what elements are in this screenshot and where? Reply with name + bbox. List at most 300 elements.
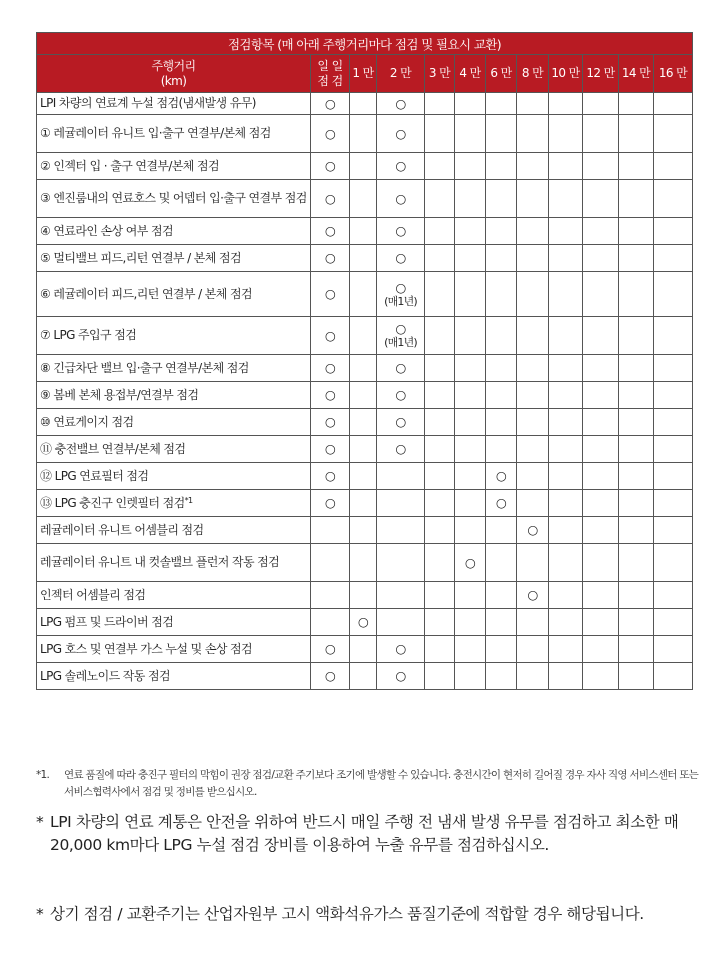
schedule-cell <box>455 382 486 409</box>
table-row <box>37 463 693 490</box>
inspection-item-text: ⑬ LPG 충진구 인렛필터 점검 <box>40 495 185 510</box>
col-header-label: 14 만 <box>621 66 651 80</box>
schedule-cell <box>377 115 425 153</box>
schedule-cell <box>377 245 425 272</box>
schedule-cell <box>350 582 377 609</box>
schedule-cell <box>455 153 486 180</box>
inspection-item-text: ⑥ 레귤레이터 피드,리턴 연결부 / 본체 점검 <box>40 286 252 301</box>
schedule-cell <box>619 582 654 609</box>
schedule-cell <box>654 436 693 463</box>
schedule-cell <box>455 663 486 690</box>
col-header <box>455 55 486 93</box>
table-row <box>37 382 693 409</box>
footnote-ref: *1 <box>184 495 193 505</box>
schedule-cell <box>486 115 517 153</box>
interval-note: (매1년) <box>384 336 417 349</box>
schedule-cell <box>486 272 517 317</box>
col-header-label: 2 만 <box>389 66 412 80</box>
col-header <box>619 55 654 93</box>
check-mark-icon: ○ <box>324 468 336 483</box>
schedule-cell <box>486 609 517 636</box>
schedule-cell <box>350 382 377 409</box>
check-mark-icon: ○ <box>324 414 336 429</box>
schedule-cell <box>350 544 377 582</box>
schedule-cell <box>583 463 619 490</box>
col-header-label: 6 만 <box>490 66 512 80</box>
schedule-cell <box>311 355 350 382</box>
inspection-item-text: ④ 연료라인 손상 여부 점검 <box>40 223 173 238</box>
schedule-cell <box>583 153 619 180</box>
check-mark-icon: ○ <box>395 125 406 141</box>
schedule-cell <box>350 636 377 663</box>
col-header-label: 10 만 <box>551 66 580 80</box>
col-header <box>350 55 377 93</box>
table-row <box>37 490 693 517</box>
schedule-cell <box>517 272 549 317</box>
schedule-cell <box>583 436 619 463</box>
schedule-cell <box>486 382 517 409</box>
schedule-cell <box>455 409 486 436</box>
schedule-cell <box>583 582 619 609</box>
schedule-cell <box>549 582 583 609</box>
schedule-cell <box>654 180 693 218</box>
schedule-cell <box>517 93 549 115</box>
schedule-cell <box>311 245 350 272</box>
inspection-item-text: ⑨ 봄베 본체 용접부/연결부 점검 <box>40 387 199 402</box>
schedule-cell <box>583 382 619 409</box>
footnote-text: 연료 품질에 따라 충진구 필터의 막힘이 권장 점검/교환 주기보다 조기에 발생할 수 있습니다. 충전시간이 현저히 길어질 경우 자사 직영 서비스센터 또는 서비스협력사에서 점검 및 정비를 받으십시오. <box>64 769 699 798</box>
note-text: LPI 차량의 연료 계통은 안전을 위하여 반드시 매일 주행 전 냄새 발생 유무를 점검하고 최소한 매 20,000 km마다 LPG 누설 점검 장비를 이용하여 누출 유무를 점검하십시오. <box>50 813 679 854</box>
schedule-cell <box>377 153 425 180</box>
schedule-cell <box>425 382 455 409</box>
schedule-cell <box>425 272 455 317</box>
schedule-cell <box>486 463 517 490</box>
column-header-row <box>37 55 693 93</box>
schedule-cell <box>377 463 425 490</box>
note-lpi-leak-check <box>36 811 700 857</box>
schedule-cell <box>311 436 350 463</box>
check-mark-icon: ○ <box>395 414 406 429</box>
schedule-cell <box>455 272 486 317</box>
schedule-cell <box>619 272 654 317</box>
inspection-item-label <box>37 93 311 115</box>
inspection-item-text: LPG 솔레노이드 작동 점검 <box>40 668 170 683</box>
check-mark-icon: ○ <box>395 387 406 402</box>
inspection-item-label <box>37 272 311 317</box>
check-mark-icon: ○ <box>527 522 538 537</box>
schedule-cell <box>311 153 350 180</box>
schedule-cell <box>377 317 425 355</box>
schedule-cell <box>311 636 350 663</box>
inspection-item-label <box>37 180 311 218</box>
schedule-cell <box>619 663 654 690</box>
schedule-cell <box>455 115 486 153</box>
schedule-cell <box>654 609 693 636</box>
check-mark-icon: ○ <box>395 223 406 238</box>
schedule-cell <box>350 490 377 517</box>
table-row <box>37 636 693 663</box>
col-header-label: 8 만 <box>521 66 544 80</box>
schedule-cell <box>517 609 549 636</box>
schedule-cell <box>486 544 517 582</box>
col-header <box>654 55 693 93</box>
schedule-cell <box>377 409 425 436</box>
schedule-cell <box>311 663 350 690</box>
schedule-cell <box>350 218 377 245</box>
schedule-cell <box>486 409 517 436</box>
check-mark-icon: ○ <box>324 125 336 141</box>
schedule-cell <box>486 317 517 355</box>
schedule-cell <box>654 272 693 317</box>
schedule-cell <box>583 272 619 317</box>
schedule-cell <box>517 409 549 436</box>
schedule-cell <box>583 355 619 382</box>
col-header-label: 4 만 <box>459 66 481 80</box>
check-mark-icon: ○ <box>395 441 406 456</box>
inspection-item-label <box>37 517 311 544</box>
schedule-cell <box>425 544 455 582</box>
schedule-cell <box>425 636 455 663</box>
schedule-cell <box>350 436 377 463</box>
check-mark-icon: ○ <box>495 468 507 483</box>
schedule-cell <box>377 218 425 245</box>
schedule-cell <box>486 355 517 382</box>
schedule-cell <box>350 245 377 272</box>
check-mark-icon: ○ <box>324 327 336 343</box>
check-mark-icon: ○ <box>395 250 406 265</box>
schedule-cell <box>517 153 549 180</box>
inspection-item-label <box>37 409 311 436</box>
schedule-cell <box>549 463 583 490</box>
schedule-cell <box>549 218 583 245</box>
inspection-item-text: ① 레귤레이터 유니트 입·출구 연결부/본체 점검 <box>40 126 271 140</box>
check-mark-icon: ○ <box>324 223 336 238</box>
schedule-cell <box>619 409 654 436</box>
schedule-cell <box>350 355 377 382</box>
schedule-cell <box>486 636 517 663</box>
schedule-cell <box>455 582 486 609</box>
schedule-cell <box>425 463 455 490</box>
check-mark-icon: ○ <box>495 495 507 510</box>
schedule-cell <box>350 153 377 180</box>
col-header-label: 일 일 점 검 <box>317 58 343 88</box>
schedule-cell <box>455 180 486 218</box>
schedule-cell <box>619 517 654 544</box>
schedule-cell <box>311 582 350 609</box>
distance-header <box>37 55 311 93</box>
col-header <box>311 55 350 93</box>
col-header-label: 3 만 <box>428 66 451 80</box>
schedule-cell <box>455 218 486 245</box>
schedule-cell <box>583 93 619 115</box>
schedule-cell <box>311 180 350 218</box>
col-header <box>549 55 583 93</box>
schedule-cell <box>350 115 377 153</box>
schedule-cell <box>654 218 693 245</box>
schedule-cell <box>654 115 693 153</box>
schedule-cell <box>311 409 350 436</box>
schedule-cell <box>549 409 583 436</box>
schedule-cell <box>517 115 549 153</box>
col-header <box>517 55 549 93</box>
check-mark-icon: ○ <box>395 668 406 683</box>
check-mark-icon: ○ <box>324 441 336 456</box>
inspection-item-label <box>37 544 311 582</box>
schedule-cell <box>549 663 583 690</box>
schedule-cell <box>619 636 654 663</box>
schedule-cell <box>549 245 583 272</box>
check-mark-icon: ○ <box>357 614 369 629</box>
schedule-cell <box>311 382 350 409</box>
schedule-cell <box>455 517 486 544</box>
col-header <box>486 55 517 93</box>
col-header <box>377 55 425 93</box>
schedule-cell <box>619 180 654 218</box>
schedule-cell <box>377 436 425 463</box>
schedule-cell <box>311 490 350 517</box>
table-row <box>37 355 693 382</box>
check-mark-icon: ○ <box>324 360 336 375</box>
schedule-cell <box>654 517 693 544</box>
schedule-cell <box>654 409 693 436</box>
table-row <box>37 245 693 272</box>
schedule-cell <box>583 517 619 544</box>
table-row <box>37 272 693 317</box>
schedule-cell <box>517 317 549 355</box>
schedule-cell <box>549 517 583 544</box>
schedule-cell <box>350 609 377 636</box>
check-mark-icon: ○ <box>324 668 336 683</box>
inspection-item-text: LPI 차량의 연료계 누설 점검(냄새발생 유무) <box>40 96 256 110</box>
schedule-cell <box>619 153 654 180</box>
schedule-cell <box>455 436 486 463</box>
schedule-cell <box>517 663 549 690</box>
table-row <box>37 218 693 245</box>
schedule-cell <box>350 463 377 490</box>
schedule-cell <box>654 93 693 115</box>
inspection-item-text: LPG 호스 및 연결부 가스 누설 및 손상 점검 <box>40 641 253 656</box>
schedule-cell <box>425 317 455 355</box>
check-mark-icon: ○ <box>324 95 336 111</box>
schedule-cell <box>654 317 693 355</box>
schedule-cell <box>425 663 455 690</box>
check-mark-icon: ○ <box>395 158 406 173</box>
inspection-item-label <box>37 245 311 272</box>
table-title: 점검항목 (매 아래 주행거리마다 점검 및 필요시 교환) <box>37 33 693 55</box>
table-row <box>37 153 693 180</box>
schedule-cell <box>311 609 350 636</box>
check-mark-icon: ○ <box>464 554 476 570</box>
schedule-cell <box>377 636 425 663</box>
check-mark-icon: ○ <box>395 190 406 206</box>
schedule-cell <box>486 93 517 115</box>
schedule-cell <box>517 490 549 517</box>
check-mark-icon: ○ <box>395 641 406 656</box>
schedule-cell <box>549 93 583 115</box>
schedule-cell <box>350 517 377 544</box>
schedule-cell <box>377 93 425 115</box>
schedule-cell <box>377 582 425 609</box>
schedule-cell <box>583 609 619 636</box>
inspection-item-text: ⑧ 긴급차단 밸브 입·출구 연결부/본체 점검 <box>40 360 249 375</box>
inspection-item-text: ⑫ LPG 연료필터 점검 <box>40 468 149 483</box>
schedule-cell <box>311 93 350 115</box>
schedule-cell <box>654 663 693 690</box>
schedule-cell <box>583 490 619 517</box>
note-text: 상기 점검 / 교환주기는 산업자원부 고시 액화석유가스 품질기준에 적합할 경우 해당됩니다. <box>50 905 644 923</box>
table-row <box>37 517 693 544</box>
schedule-cell <box>486 218 517 245</box>
inspection-item-text: ⑩ 연료게이지 점검 <box>40 414 134 429</box>
schedule-cell <box>486 436 517 463</box>
schedule-cell <box>486 245 517 272</box>
inspection-item-text: ③ 엔진룸내의 연료호스 및 어뎁터 입·출구 연결부 점검 <box>40 191 307 205</box>
schedule-cell <box>455 463 486 490</box>
schedule-cell <box>654 245 693 272</box>
check-mark-icon: ○ <box>324 495 336 510</box>
schedule-cell <box>311 463 350 490</box>
schedule-cell <box>583 218 619 245</box>
check-mark-icon: ○ <box>324 387 336 402</box>
check-mark-icon: ○ <box>324 158 336 173</box>
schedule-cell <box>425 93 455 115</box>
schedule-cell <box>311 544 350 582</box>
schedule-cell <box>619 355 654 382</box>
schedule-cell <box>350 180 377 218</box>
note-quality-standard <box>36 903 700 926</box>
table-row <box>37 93 693 115</box>
table-row <box>37 544 693 582</box>
schedule-cell <box>455 93 486 115</box>
inspection-item-text: 인젝터 어셈블리 점검 <box>40 587 146 602</box>
schedule-cell <box>377 382 425 409</box>
schedule-cell <box>425 245 455 272</box>
inspection-item-label <box>37 218 311 245</box>
schedule-cell <box>549 272 583 317</box>
schedule-cell <box>455 636 486 663</box>
schedule-cell <box>377 517 425 544</box>
inspection-item-label <box>37 636 311 663</box>
schedule-cell <box>619 218 654 245</box>
schedule-cell <box>425 153 455 180</box>
inspection-item-text: 레귤레이터 유니트 내 컷솔밸브 플런저 작동 점검 <box>40 555 280 569</box>
check-mark-icon: ○ <box>324 286 336 301</box>
inspection-item-text: ⑪ 충전밸브 연결부/본체 점검 <box>40 441 186 456</box>
schedule-cell <box>517 355 549 382</box>
schedule-cell <box>583 180 619 218</box>
schedule-cell <box>619 544 654 582</box>
schedule-cell <box>654 382 693 409</box>
inspection-item-text: ② 인젝터 입 · 출구 연결부/본체 점검 <box>40 158 219 173</box>
schedule-cell <box>654 544 693 582</box>
table-row <box>37 317 693 355</box>
schedule-cell <box>549 609 583 636</box>
inspection-item-label <box>37 490 311 517</box>
schedule-cell <box>517 544 549 582</box>
col-header <box>425 55 455 93</box>
schedule-cell <box>311 517 350 544</box>
schedule-cell <box>549 115 583 153</box>
schedule-cell <box>350 663 377 690</box>
schedule-cell <box>455 317 486 355</box>
schedule-cell <box>425 115 455 153</box>
schedule-cell <box>549 180 583 218</box>
schedule-cell <box>486 153 517 180</box>
schedule-cell <box>377 663 425 690</box>
check-mark-icon: ○ <box>324 641 336 656</box>
table-row <box>37 582 693 609</box>
table-row <box>37 115 693 153</box>
schedule-cell <box>619 93 654 115</box>
schedule-cell <box>517 218 549 245</box>
schedule-cell <box>425 218 455 245</box>
schedule-cell <box>517 436 549 463</box>
check-mark-icon: ○ <box>527 587 538 602</box>
check-mark-icon: ○ <box>395 321 406 336</box>
schedule-cell <box>425 355 455 382</box>
schedule-cell <box>455 490 486 517</box>
inspection-item-label <box>37 609 311 636</box>
schedule-cell <box>377 609 425 636</box>
schedule-cell <box>549 153 583 180</box>
inspection-item-text: ⑦ LPG 주입구 점검 <box>40 328 137 342</box>
schedule-cell <box>455 609 486 636</box>
table-row <box>37 609 693 636</box>
footnote-1 <box>36 767 700 801</box>
schedule-cell <box>654 463 693 490</box>
inspection-item-text: LPG 펌프 및 드라이버 점검 <box>40 614 174 629</box>
schedule-cell <box>549 436 583 463</box>
schedule-cell <box>619 490 654 517</box>
schedule-cell <box>377 180 425 218</box>
distance-header-unit: (km) <box>160 73 187 88</box>
schedule-cell <box>377 544 425 582</box>
schedule-cell <box>311 317 350 355</box>
schedule-cell <box>583 544 619 582</box>
schedule-cell <box>425 436 455 463</box>
interval-note: (매1년) <box>384 294 417 308</box>
check-mark-icon: ○ <box>324 190 336 206</box>
inspection-item-label <box>37 317 311 355</box>
schedule-cell <box>549 382 583 409</box>
col-header-label: 12 만 <box>586 66 615 80</box>
footnote-number: *1. <box>36 769 50 781</box>
schedule-cell <box>549 636 583 663</box>
schedule-cell <box>486 663 517 690</box>
schedule-cell <box>654 582 693 609</box>
schedule-cell <box>311 115 350 153</box>
schedule-cell <box>377 272 425 317</box>
schedule-cell <box>486 582 517 609</box>
schedule-cell <box>377 490 425 517</box>
table-row <box>37 663 693 690</box>
schedule-cell <box>377 355 425 382</box>
schedule-cell <box>425 582 455 609</box>
inspection-item-label <box>37 382 311 409</box>
inspection-item-label <box>37 153 311 180</box>
check-mark-icon: ○ <box>324 250 336 265</box>
schedule-cell <box>425 609 455 636</box>
col-header-label: 16 만 <box>658 66 688 80</box>
schedule-cell <box>311 272 350 317</box>
table-row <box>37 436 693 463</box>
schedule-cell <box>619 463 654 490</box>
schedule-cell <box>517 382 549 409</box>
schedule-cell <box>486 517 517 544</box>
schedule-cell <box>619 436 654 463</box>
schedule-cell <box>654 636 693 663</box>
note-star: * <box>36 813 44 831</box>
